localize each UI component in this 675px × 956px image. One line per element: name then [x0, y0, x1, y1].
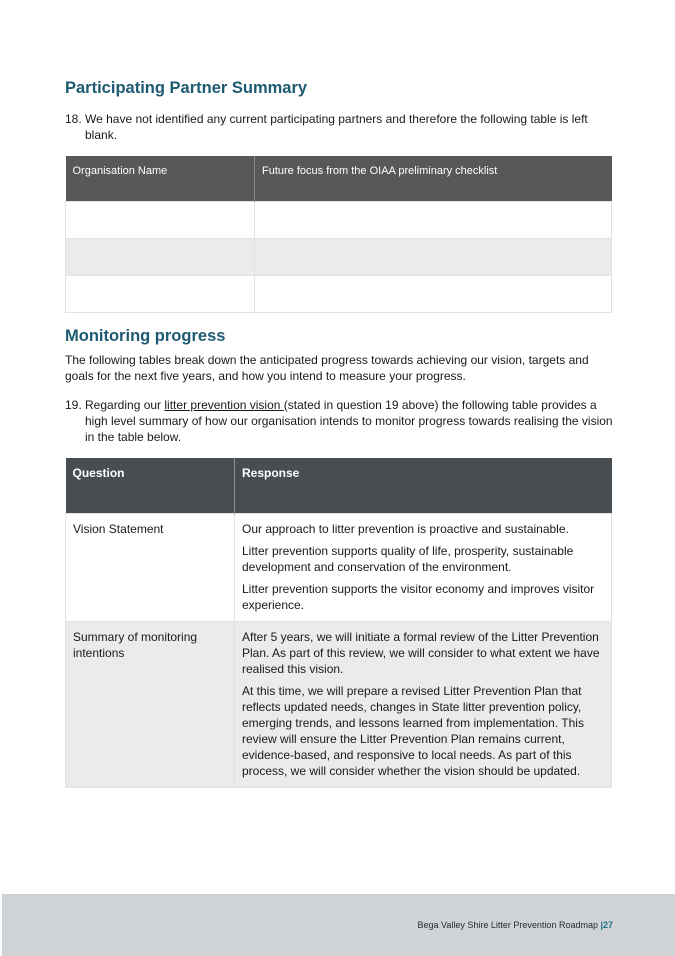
- table-cell: [255, 275, 612, 312]
- page-number: |27: [600, 920, 613, 930]
- item-text-prefix: Regarding our: [85, 398, 165, 412]
- response-cell: [235, 621, 612, 787]
- table-cell: [255, 201, 612, 238]
- item-number: 18.: [65, 112, 82, 126]
- footer-document-title: Bega Valley Shire Litter Prevention Roadmap: [417, 920, 601, 930]
- table-header-row: [66, 156, 612, 201]
- table-cell: [66, 201, 255, 238]
- participating-partner-table: [65, 156, 612, 313]
- table-row: [66, 275, 612, 312]
- response-paragraph: Our approach to litter prevention is proactive and sustainable.: [242, 521, 569, 536]
- litter-prevention-vision-link[interactable]: litter prevention vision: [164, 398, 284, 412]
- table-cell: [66, 275, 255, 312]
- column-header-organisation-name: Organisation Name: [66, 156, 255, 201]
- intro-paragraph: The following tables break down the anticipated progress towards achieving our vision, targets and goals for the next five years, and how you intend to measure your progress.: [65, 353, 589, 383]
- response-paragraph: Litter prevention supports quality of life, prosperity, sustainable development and conservation of the environment.: [242, 543, 574, 574]
- column-header-question: Question: [66, 458, 235, 513]
- numbered-item-18: [65, 111, 615, 143]
- table-row: [66, 201, 612, 238]
- table-row-monitoring-intentions: [66, 621, 612, 787]
- column-header-future-focus: Future focus from the OIAA preliminary checklist: [255, 156, 612, 201]
- table-row: [66, 238, 612, 275]
- footer-text: [418, 920, 613, 930]
- column-header-response: Response: [235, 458, 612, 513]
- response-paragraph: After 5 years, we will initiate a formal review of the Litter Prevention Plan. As part of this review, we will consider to what extent we have realised this vision.: [242, 629, 600, 676]
- response-paragraph: At this time, we will prepare a revised Litter Prevention Plan that reflects updated needs, changes in State litter prevention policy, emerging trends, and lessons learned from implementation. This review will ensure the Litter Prevention Plan remains current, evidence-based, and responsive to local needs. As part of this process, we will consider whether the vision should be updated.: [242, 683, 584, 778]
- table-cell: [255, 238, 612, 275]
- table-header-row: [66, 458, 612, 513]
- item-text-suffix: (stated in question 19 above) the following table provides a high level summary of how our organisation intends to monitor progress towards realising the vision in the table below.: [85, 398, 613, 444]
- table-cell: [66, 238, 255, 275]
- page-footer: [2, 894, 675, 956]
- item-number: 19.: [65, 398, 82, 412]
- numbered-item-19: [65, 397, 615, 445]
- monitoring-progress-table: [65, 458, 612, 788]
- section-heading-monitoring-progress: Monitoring progress: [65, 327, 226, 345]
- question-cell: Summary of monitoring intentions: [66, 621, 235, 787]
- response-cell: [235, 513, 612, 621]
- section-heading-participating-partner-summary: Participating Partner Summary: [65, 79, 308, 97]
- item-text: We have not identified any current participating partners and therefore the following table is left blank.: [85, 112, 588, 142]
- question-cell: Vision Statement: [66, 513, 235, 621]
- table-row-vision-statement: [66, 513, 612, 621]
- item-text: [85, 397, 615, 445]
- response-paragraph: Litter prevention supports the visitor economy and improves visitor experience.: [242, 581, 595, 612]
